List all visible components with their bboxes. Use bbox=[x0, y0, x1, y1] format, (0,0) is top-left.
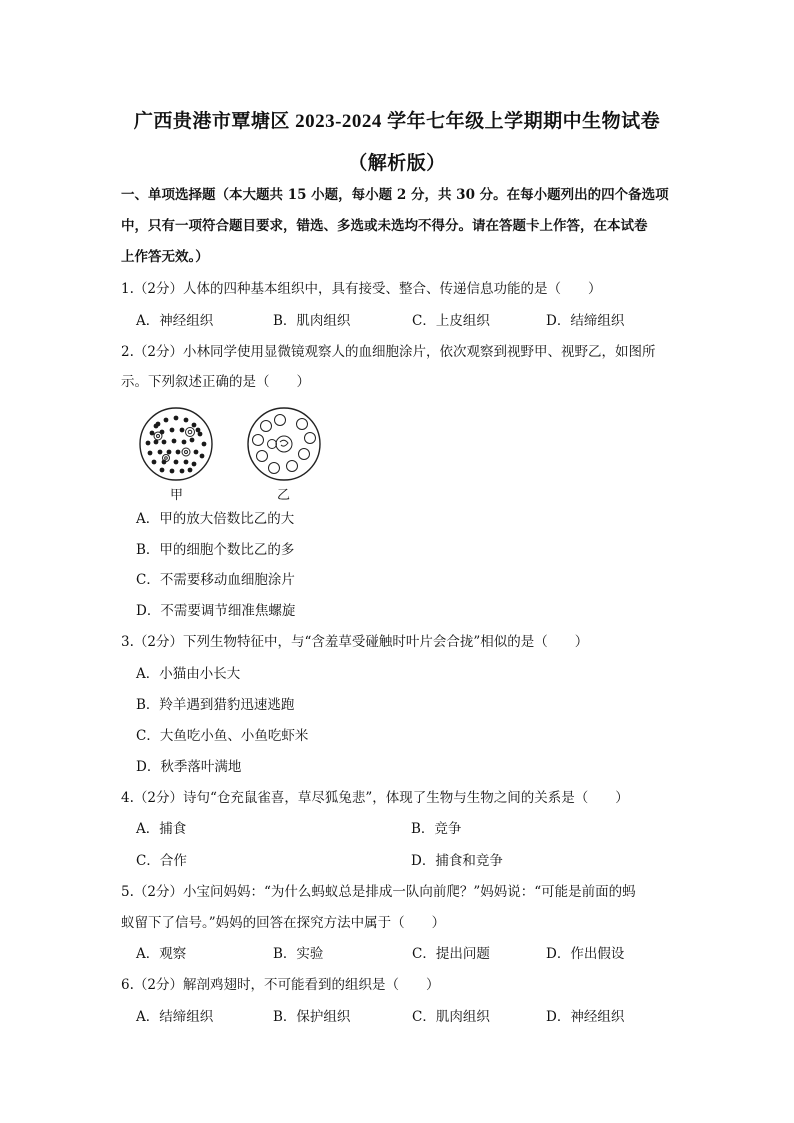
q2-option-a: A．甲的放大倍数比乙的大 bbox=[136, 511, 295, 527]
q1-option-c: C．上皮组织 bbox=[412, 313, 490, 329]
exam-title: 广西贵港市覃塘区 2023-2024 学年七年级上学期期中生物试卷 bbox=[133, 111, 661, 132]
field-of-view-yi-figure bbox=[244, 406, 324, 482]
question-5-stem-line1: 5.（2分）小宝问妈妈：“为什么蚂蚁总是排成一队向前爬？”妈妈说：“可能是前面的蚂 bbox=[121, 884, 636, 900]
q6-option-a: A．结缔组织 bbox=[136, 1009, 214, 1025]
section-heading-line2: 中，只有一项符合题目要求，错选、多选或未选均不得分。请在答题卡上作答，在本试卷 bbox=[121, 218, 648, 234]
q5-option-c: C．提出问题 bbox=[412, 946, 490, 962]
q5-option-a: A．观察 bbox=[136, 946, 187, 962]
figure-label-jia: 甲 bbox=[170, 488, 184, 503]
q2-option-b: B．甲的细胞个数比乙的多 bbox=[136, 542, 295, 558]
q1-option-d: D．结缔组织 bbox=[546, 313, 625, 329]
field-of-view-jia-figure bbox=[136, 406, 216, 482]
question-2-stem-line1: 2.（2分）小林同学使用显微镜观察人的血细胞涂片，依次观察到视野甲、视野乙，如图所 bbox=[121, 344, 656, 360]
exam-subtitle: （解析版） bbox=[348, 153, 446, 174]
q2-option-c: C．不需要移动血细胞涂片 bbox=[136, 572, 295, 588]
question-2-stem-line2: 示。下列叙述正确的是（ ） bbox=[121, 374, 310, 390]
q4-option-c: C．合作 bbox=[136, 853, 187, 869]
section-heading-line1: 一、单项选择题（本大题共 15 小题，每小题 2 分，共 30 分。在每小题列出的四个备选项 bbox=[121, 187, 669, 203]
question-1-stem: 1.（2分）人体的四种基本组织中，具有接受、整合、传递信息功能的是（ ） bbox=[121, 281, 602, 297]
q3-option-d: D．秋季落叶满地 bbox=[136, 759, 242, 775]
q3-option-a: A．小猫由小长大 bbox=[136, 666, 241, 682]
q1-option-a: A．神经组织 bbox=[136, 313, 214, 329]
q6-option-d: D．神经组织 bbox=[546, 1009, 625, 1025]
q4-option-a: A．捕食 bbox=[136, 821, 187, 837]
q4-option-b: B．竞争 bbox=[411, 821, 462, 837]
question-5-stem-line2: 蚁留下了信号。”妈妈的回答在探究方法中属于（ ） bbox=[121, 915, 446, 931]
question-3-stem: 3.（2分）下列生物特征中，与“含羞草受碰触时叶片会合拢”相似的是（ ） bbox=[121, 634, 589, 650]
q4-option-d: D．捕食和竞争 bbox=[411, 853, 503, 869]
question-4-stem: 4.（2分）诗句“仓充鼠雀喜，草尽狐兔悲”，体现了生物与生物之间的关系是（ ） bbox=[121, 790, 629, 806]
q2-option-d: D．不需要调节细准焦螺旋 bbox=[136, 603, 296, 619]
q3-option-c: C．大鱼吃小鱼、小鱼吃虾米 bbox=[136, 728, 309, 744]
q5-option-d: D．作出假设 bbox=[546, 946, 625, 962]
figure-label-yi: 乙 bbox=[277, 488, 291, 503]
q5-option-b: B．实验 bbox=[273, 946, 324, 962]
q3-option-b: B．羚羊遇到猎豹迅速逃跑 bbox=[136, 697, 295, 713]
q6-option-c: C．肌肉组织 bbox=[412, 1009, 490, 1025]
question-6-stem: 6.（2分）解剖鸡翅时，不可能看到的组织是（ ） bbox=[121, 977, 440, 993]
section-heading-line3: 上作答无效。） bbox=[121, 249, 209, 265]
q1-option-b: B．肌肉组织 bbox=[273, 313, 351, 329]
q6-option-b: B．保护组织 bbox=[273, 1009, 351, 1025]
